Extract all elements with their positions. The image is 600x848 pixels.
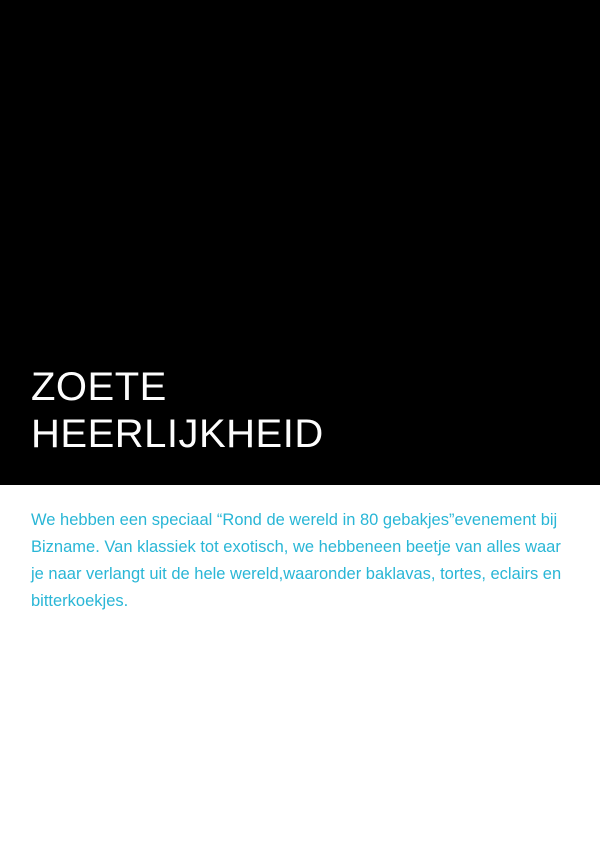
page-title-line-2: HEERLIJKHEID [31, 412, 324, 456]
page-title [31, 364, 570, 458]
intro-paragraph: We hebben een speciaal “Rond de wereld in 80 gebakjes”evenement bij Bizname. Van klassiek tot exotisch, we hebbeneen beetje van alles waar je naar verlangt uit de hele wereld,waaronder baklavas, tortes, eclairs en bitterkoekjes. [31, 511, 562, 610]
page-title-line-1: ZOETE [31, 365, 167, 409]
intro-section [0, 485, 600, 615]
